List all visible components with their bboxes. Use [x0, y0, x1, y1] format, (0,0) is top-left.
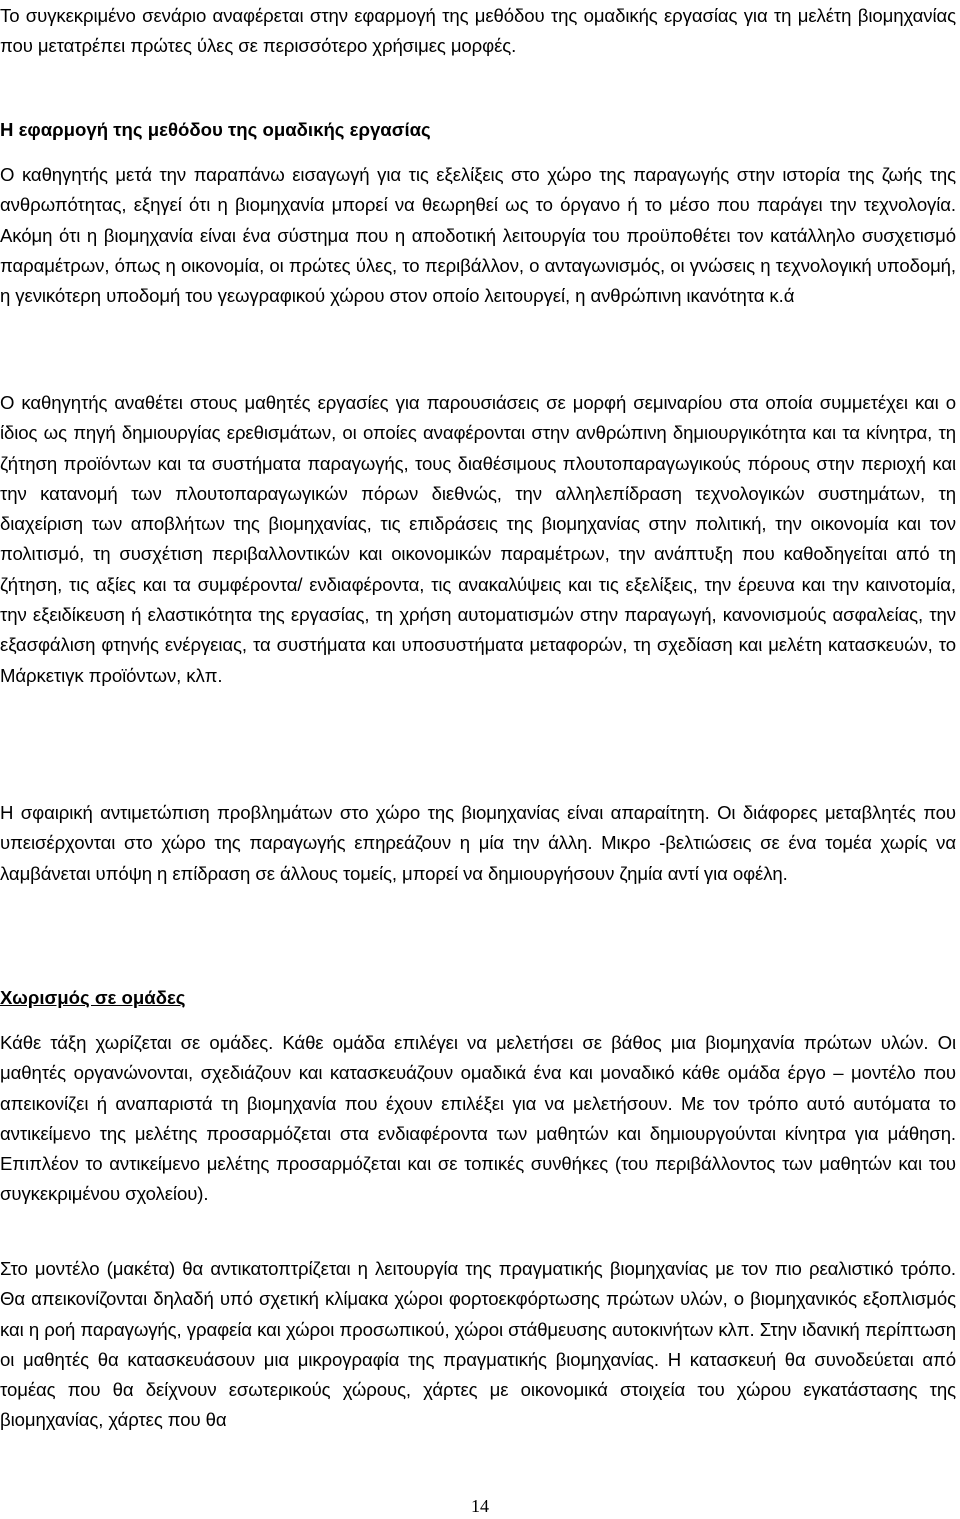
body-paragraph: Στο μοντέλο (μακέτα) θα αντικατοπτρίζεται η λειτουργία της πραγματικής βιομηχανίας με τον πιο ρεαλιστικό τρόπο. Θα απεικονίζονται δηλαδή υπό σχετική κλίμακα χώροι φορτοεκφόρτωσης πρώτων υλών, ο βιομηχανικός εξοπλισμός και η ροή παραγωγής, γραφεία και χώροι προσωπικού, χώροι στάθμευσης αυτοκινήτων κλπ. Στην ιδανική περίπτωση οι μαθητές θα κατασκευάσουν μια μικρογραφία της πραγματικής βιομηχανίας. Η κατασκευή θα συνοδεύεται από τομέας που θα δείχνουν εσωτερικούς χώρους, χάρτες με οικονομικά στοιχεία του χώρου εγκατάστασης της βιομηχανίας, χάρτες που θα — [0, 1258, 956, 1431]
body-paragraph: Η σφαιρική αντιμετώπιση προβλημάτων στο χώρο της βιομηχανίας είναι απαραίτητη. Οι διάφορες μεταβλητές που υπεισέρχονται στο χώρο της παραγωγής επηρεάζουν η μία την άλλη. Μικρο -βελτιώσεις σε ένα τομέα χωρίς να λαμβάνεται υπόψη η επίδραση σε άλλους τομείς, μπορεί να δημιουργήσουν ζημία αντί για οφέλη. — [0, 802, 956, 884]
section-heading-teamwork-method: Η εφαρμογή της μεθόδου της ομαδικής εργασίας — [0, 119, 431, 140]
page-number: 14 — [471, 1496, 489, 1516]
body-paragraph: Ο καθηγητής μετά την παραπάνω εισαγωγή για τις εξελίξεις στο χώρο της παραγωγής στην ιστορία της ζωής της ανθρωπότητας, εξηγεί ότι η βιομηχανία μπορεί να θεωρηθεί ως το όργανο ή το μέσο που παράγει την τεχνολογία. Ακόμη ότι η βιομηχανία είναι ένα σύστημα που η αποδοτική λειτουργία του προϋποθέτει τον κατάλληλο συσχετισμό παραμέτρων, όπως η οικονομία, οι πρώτες ύλες, το περιβάλλον, ο ανταγωνισμός, οι γνώσεις η τεχνολογική υποδομή, η γενικότερη υποδομή του γεωγραφικού χώρου στον οποίο λειτουργεί, η ανθρώπινη ικανότητα κ.ά — [0, 164, 956, 307]
intro-paragraph: Το συγκεκριμένο σενάριο αναφέρεται στην εφαρμογή της μεθόδου της ομαδικής εργασίας για τη μελέτη βιομηχανίας που μετατρέπει πρώτες ύλες σε περισσότερο χρήσιμες μορφές. — [0, 5, 956, 57]
section-heading-group-division: Χωρισμός σε ομάδες — [0, 987, 186, 1008]
body-paragraph: Ο καθηγητής αναθέτει στους μαθητές εργασίες για παρουσιάσεις σε μορφή σεμιναρίου στα οποία συμμετέχει και ο ίδιος ως πηγή δημιουργίας ερεθισμάτων, οι οποίες αναφέρονται στην ανθρώπινη δημιουργικότητα και τα κίνητρα, τη ζήτηση προϊόντων και τα συστήματα παραγωγής, τους διαθέσιμους πλουτοπαραγωγικούς πόρους στην περιοχή και την κατανομή των πλουτοπαραγωγικών πόρων διεθνώς, την αλληλεπίδραση τεχνολογικών συστημάτων, τη διαχείριση των αποβλήτων της βιομηχανίας, τις επιδράσεις της βιομηχανίας στην πολιτική, την οικονομία και τον πολιτισμό, τη συσχέτιση περιβαλλοντικών και οικονομικών παραμέτρων, την ανάπτυξη που καθοδηγείται από τη ζήτηση, τις αξίες και τα συμφέροντα/ ενδιαφέροντα, τις ανακαλύψεις και τις εξελίξεις, την έρευνα και την καινοτομία, την εξειδίκευση ή ελαστικότητα της εργασίας, τη χρήση αυτοματισμών στην παραγωγή, κανονισμούς ασφαλείας, την εξασφάλιση φτηνής ενέργειας, τα συστήματα και υποσυστήματα μεταφορών, τη σχεδίαση και μελέτη κατασκευών, το Μάρκετιγκ προϊόντων, κλπ. — [0, 392, 956, 686]
body-paragraph: Κάθε τάξη χωρίζεται σε ομάδες. Κάθε ομάδα επιλέγει να μελετήσει σε βάθος μια βιομηχανία πρώτων υλών. Οι μαθητές οργανώνονται, σχεδιάζουν και κατασκευάζουν ομαδικά ένα και μοναδικό κάθε ομάδα έργο – μοντέλο που απεικονίζει ή αναπαριστά τη βιομηχανία που έχουν επιλέξει για να μελετήσουν. Με τον τρόπο αυτό αυτόματα το αντικείμενο της μελέτης προσαρμόζεται στα ενδιαφέροντα των μαθητών και δημιουργούνται κίνητρα για μάθηση. Επιπλέον το αντικείμενο μελέτης προσαρμόζεται και σε τοπικές συνθήκες (του περιβάλλοντος των μαθητών και του συγκεκριμένου σχολείου). — [0, 1032, 956, 1205]
